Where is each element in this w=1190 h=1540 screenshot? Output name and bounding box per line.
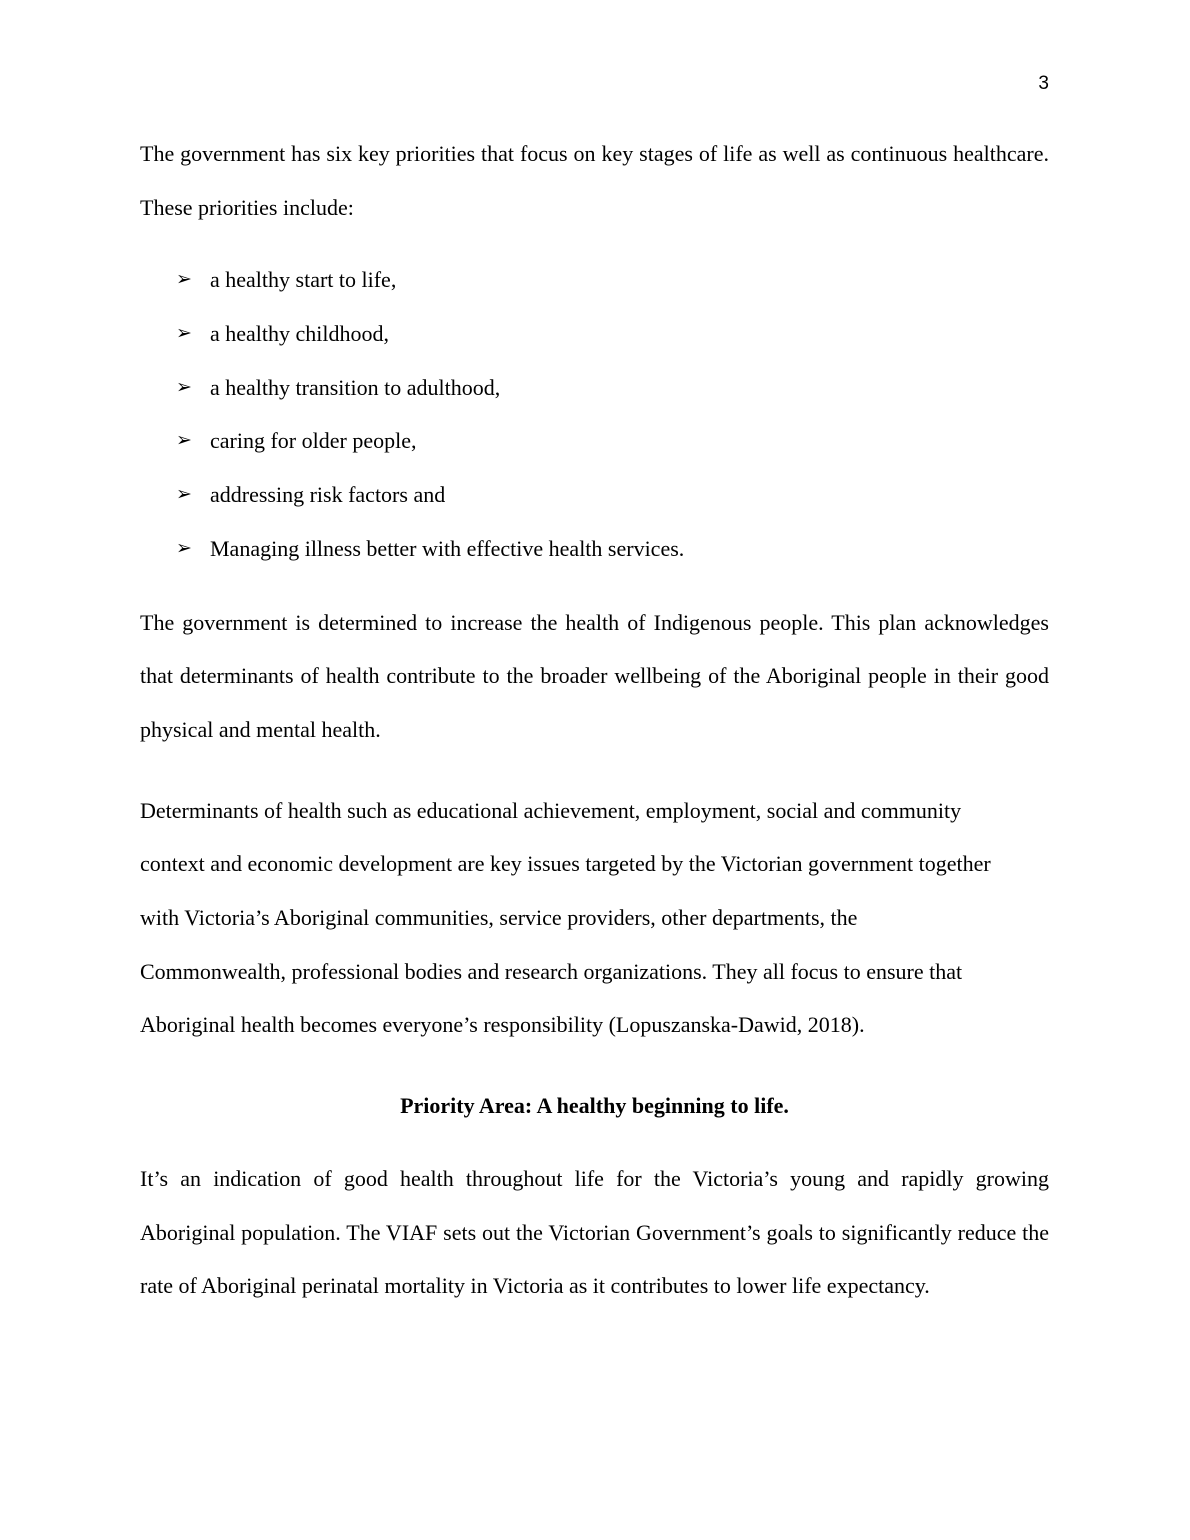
arrowhead-bullet-icon: ➢ <box>176 322 192 345</box>
list-item-text: a healthy childhood, <box>210 321 390 347</box>
list-item-text: addressing risk factors and <box>210 482 446 508</box>
intro-paragraph: The government has six key priorities that focus on key stages of life as well as continuous healthcare. These priorities include: <box>140 141 1049 220</box>
arrowhead-bullet-icon: ➢ <box>176 268 192 291</box>
list-item <box>140 253 1049 307</box>
paragraph-line: Aboriginal health becomes everyone’s responsibility (Lopuszanska-Dawid, 2018). <box>140 1012 865 1038</box>
page-number: 3 <box>1038 73 1049 94</box>
paragraph-line: with Victoria’s Aboriginal communities, service providers, other departments, the <box>140 905 858 931</box>
list-item-text: a healthy start to life, <box>210 267 397 293</box>
determinants-paragraph <box>140 784 1049 1053</box>
list-item-text: Managing illness better with effective health services. <box>210 535 685 561</box>
list-item <box>140 307 1049 361</box>
indigenous-health-paragraph: The government is determined to increase the health of Indigenous people. This plan acknowledges that determinants of health contribute to the broader wellbeing of the Aboriginal people in their good physical and mental health. <box>140 609 1049 742</box>
paragraph-line: context and economic development are key issues targeted by the Victorian government together <box>140 851 991 877</box>
list-item <box>140 522 1049 576</box>
list-item <box>140 361 1049 415</box>
arrowhead-bullet-icon: ➢ <box>176 429 192 452</box>
arrowhead-bullet-icon: ➢ <box>176 375 192 398</box>
arrowhead-bullet-icon: ➢ <box>176 483 192 506</box>
list-item-text: caring for older people, <box>210 428 417 454</box>
list-item <box>140 414 1049 468</box>
priorities-list <box>140 253 1049 575</box>
page-body <box>140 127 1049 1313</box>
list-item <box>140 468 1049 522</box>
list-item-text: a healthy transition to adulthood, <box>210 374 501 400</box>
paragraph-line: Determinants of health such as educational achievement, employment, social and community <box>140 797 962 823</box>
arrowhead-bullet-icon: ➢ <box>176 536 192 559</box>
healthy-beginning-paragraph: It’s an indication of good health throughout life for the Victoria’s young and rapidly growing Aboriginal population. The VIAF sets out the Victorian Government’s goals to significantly reduce the rate of Aboriginal perinatal mortality in Victoria as it contributes to lower life expectancy. <box>140 1165 1049 1299</box>
paragraph-line: Commonwealth, professional bodies and research organizations. They all focus to ensure that <box>140 958 963 984</box>
section-heading: Priority Area: A healthy beginning to life. <box>400 1093 789 1119</box>
